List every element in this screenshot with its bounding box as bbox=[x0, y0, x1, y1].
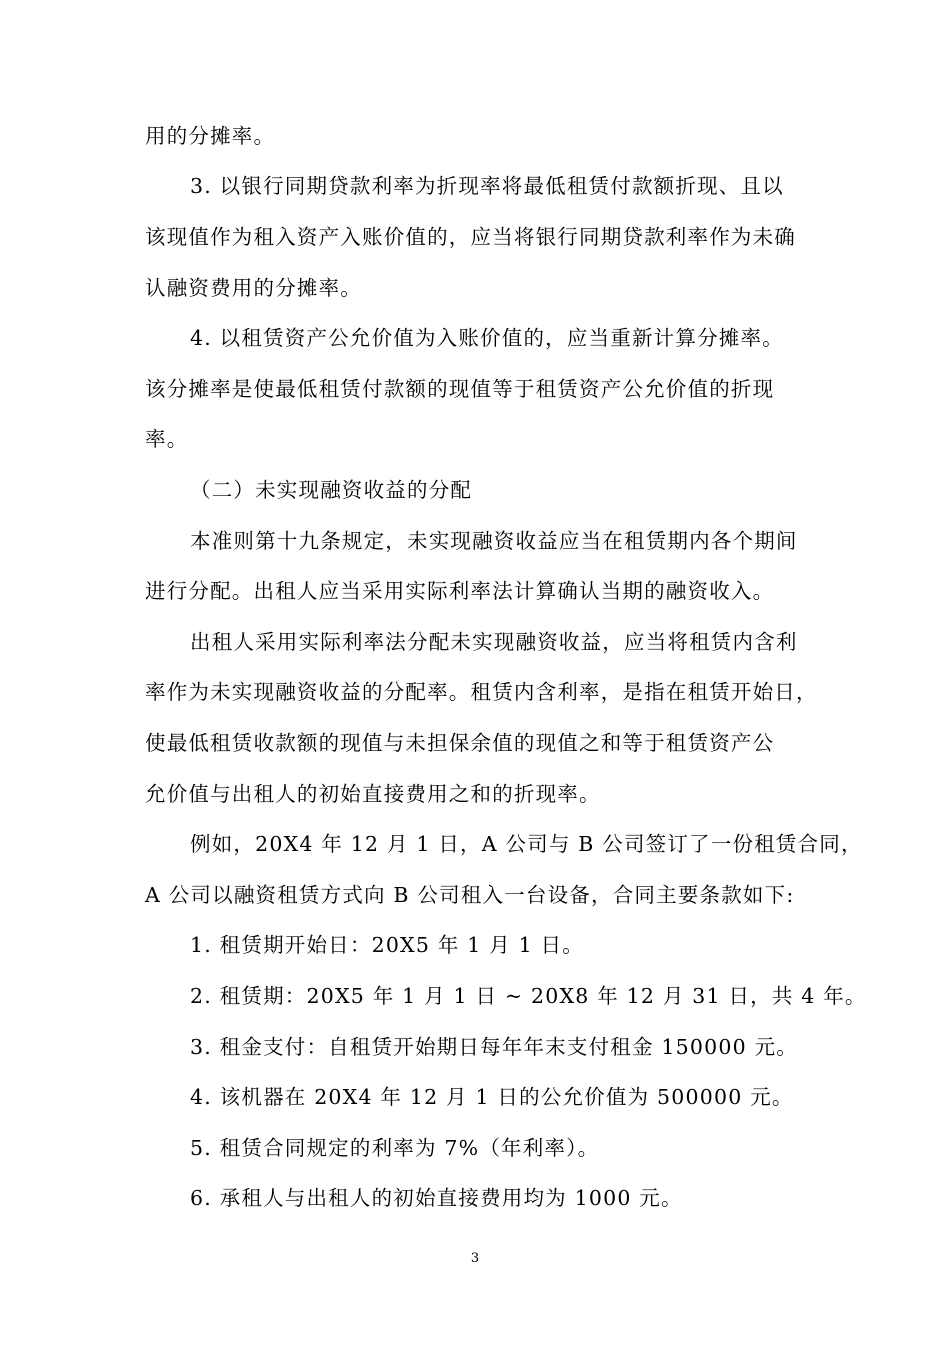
text-line: 率。 bbox=[145, 427, 189, 451]
text-line: 进行分配。出租人应当采用实际利率法计算确认当期的融资收入。 bbox=[145, 579, 775, 603]
list-item: 2. 租赁期：20X5 年 1 月 1 日 ~ 20X8 年 12 月 31 日，共 4 年。 bbox=[190, 984, 867, 1008]
text-line: A 公司以融资租赁方式向 B 公司租入一台设备，合同主要条款如下: bbox=[145, 883, 795, 907]
text-line: 4. 以租赁资产公允价值为入账价值的，应当重新计算分摊率。 bbox=[190, 326, 784, 350]
section-heading: （二）未实现融资收益的分配 bbox=[190, 478, 473, 502]
list-item: 4. 该机器在 20X4 年 12 月 1 日的公允价值为 500000 元。 bbox=[190, 1085, 794, 1109]
text-line: 允价值与出租人的初始直接费用之和的折现率。 bbox=[145, 782, 601, 806]
text-line: 3. 以银行同期贷款利率为折现率将最低租赁付款额折现、且以 bbox=[190, 174, 784, 198]
list-item: 3. 租金支付：自租赁开始期日每年年末支付租金 150000 元。 bbox=[190, 1035, 798, 1059]
text-line: 认融资费用的分摊率。 bbox=[145, 276, 362, 300]
text-line: 该现值作为租入资产入账价值的，应当将银行同期贷款利率作为未确 bbox=[145, 225, 796, 249]
text-line: 例如，20X4 年 12 月 1 日，A 公司与 B 公司签订了一份租赁合同， bbox=[190, 832, 863, 856]
list-item: 5. 租赁合同规定的利率为 7%（年利率）。 bbox=[190, 1136, 600, 1160]
text-line: 用的分摊率。 bbox=[145, 124, 276, 148]
page-number: 3 bbox=[470, 1251, 480, 1266]
text-line: 率作为未实现融资收益的分配率。租赁内含利率，是指在租赁开始日， bbox=[145, 680, 818, 704]
list-item: 1. 租赁期开始日：20X5 年 1 月 1 日。 bbox=[190, 933, 584, 957]
text-line: 本准则第十九条规定，未实现融资收益应当在租赁期内各个期间 bbox=[190, 529, 798, 553]
text-line: 使最低租赁收款额的现值与未担保余值的现值之和等于租赁资产公 bbox=[145, 731, 775, 755]
list-item: 6. 承租人与出租人的初始直接费用均为 1000 元。 bbox=[190, 1186, 683, 1210]
text-line: 出租人采用实际利率法分配未实现融资收益，应当将租赁内含利 bbox=[190, 630, 798, 654]
text-line: 该分摊率是使最低租赁付款额的现值等于租赁资产公允价值的折现 bbox=[145, 377, 775, 401]
